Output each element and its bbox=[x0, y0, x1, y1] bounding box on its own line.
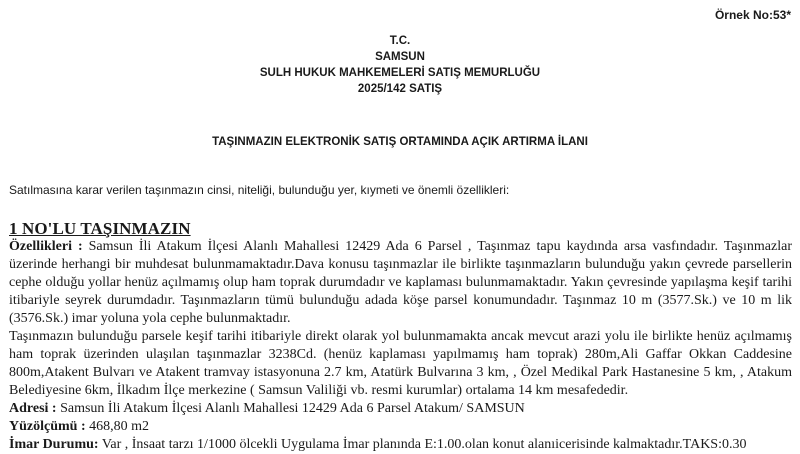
announcement-title: TAŞINMAZIN ELEKTRONİK SATIŞ ORTAMINDA AÇIK ARTIRMA İLANI bbox=[212, 136, 588, 148]
property-zoning-paragraph bbox=[9, 436, 792, 454]
intro-text: Satılmasına karar verilen taşınmazın cinsi, niteliği, bulunduğu yer, kıymeti ve önemli özellikleri: bbox=[9, 183, 510, 197]
property-address-paragraph bbox=[9, 400, 792, 418]
property-area-paragraph bbox=[9, 418, 792, 436]
sample-number: Örnek No:53* bbox=[714, 8, 791, 22]
document-header bbox=[0, 33, 800, 97]
features-text: Samsun İli Atakum İlçesi Alanlı Mahallesi 12429 Ada 6 Parsel , Taşınmaz tapu kaydında arsa vasfındadır. Taşınmazlar üzerinde herhangi bir muhdesat bulunmamaktadır.Dava konusu taşınmazlar ile birlikte taşınmazların bulunduğu yakın çevrede parsellerin cephe olduğu yollar henüz açılmamış olup ham toprak durumdadır ve kaplaması bulunmamaktadır. Yakın çevresinde yapılaşma keşif tarihi itibariyle seyrek durumdadır. Taşınmazların tümü bulunduğu adada köşe parsel konumundadır. Taşınmaz 10 m (3577.Sk.) ve 10 m lik (3576.Sk.) imar yoluna yola cephe bulunmaktadır. bbox=[9, 239, 792, 326]
area-label: Yüzölçümü : bbox=[9, 419, 86, 434]
zoning-label: İmar Durumu: bbox=[9, 437, 99, 452]
header-line-file-number: 2025/142 SATIŞ bbox=[357, 83, 443, 95]
address-text: Samsun İli Atakum İlçesi Alanlı Mahallesi 12429 Ada 6 Parsel Atakum/ SAMSUN bbox=[56, 401, 525, 416]
area-text: 468,80 m2 bbox=[85, 419, 150, 434]
property-access-paragraph: Taşınmazın bulunduğu parsele keşif tarihi itibariyle direkt olarak yol bulunmamakta ancak mevcut arazi yolu ile birlikte henüz açılmamış ham toprak üzerinden ulaşılan taşınmazlar 3238Cd. (henüz kaplaması yapılmamış ham toprak) 280m,Ali Gaffar Okkan Caddesine 800m,Atakent Bulvarı ve Atakent tramvay istasyonuna 2.7 km, Atatürk Bulvarına 3 km, , Özel Medikal Park Hastanesine 5 km, , Atakum Belediyesine 6km, İlkadım İlçe merkezine ( Samsun Valiliği vb. resmi kurumlar) ortalama 14 km mesafededir. bbox=[9, 329, 792, 398]
address-label: Adresi : bbox=[9, 401, 57, 416]
property-section-title: 1 NO'LU TAŞINMAZIN bbox=[9, 219, 191, 238]
property-details bbox=[9, 238, 792, 454]
zoning-text: Var , İnsaat tarzı 1/1000 ölcekli Uygulama İmar planında E:1.00.olan konut alanıicerisinde kalmaktadır.TAKS:0.30 bbox=[98, 437, 747, 452]
header-line-city: SAMSUN bbox=[375, 51, 425, 63]
property-features-paragraph bbox=[9, 238, 792, 328]
header-line-tc: T.C. bbox=[389, 35, 411, 47]
features-label: Özellikleri : bbox=[9, 239, 83, 254]
header-line-office: SULH HUKUK MAHKEMELERİ SATIŞ MEMURLUĞU bbox=[259, 67, 541, 79]
